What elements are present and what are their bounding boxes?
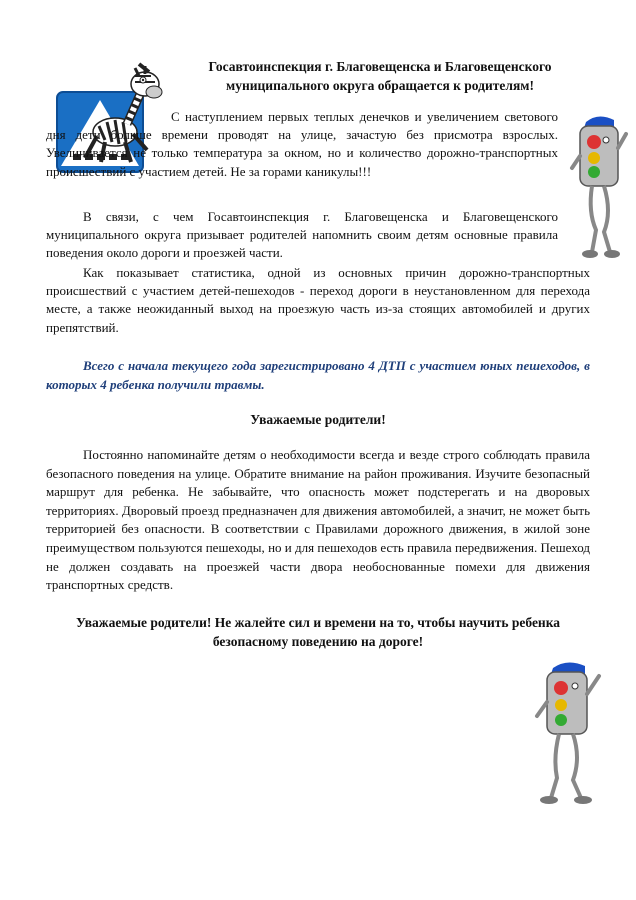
title-line-1: Госавтоинспекция г. Благовещенска и Благовещенского (208, 59, 552, 74)
paragraph-statistics: Как показывает статистика, одной из основных причин дорожно-транспортных происшествий с участием детей-пешеходов - переход дороги в неустановленном для перехода месте, а также неожиданный выход на проезжую часть из-за стоящих автомобилей и других препятствий. (46, 265, 590, 335)
document-title (170, 57, 590, 95)
paragraph-appeal: В связи, с чем Госавтоинспекция г. Благовещенска и Благовещенского муниципального округа призывает родителей напомнить своим детям основные правила поведения около дороги и проезжей части. (46, 209, 558, 261)
accident-statistics-highlight: Всего с начала текущего года зарегистрировано 4 ДТП с участием юных пешеходов, в которых 4 ребенка получили травмы. (46, 358, 590, 392)
section-heading: Уважаемые родители! (250, 412, 386, 427)
closing-line-1: Уважаемые родители! Не жалейте сил и времени на то, чтобы научить ребенка (75, 615, 561, 630)
title-line-2: муниципального округа обращается к родителям! (226, 78, 534, 93)
closing-line-2: безопасному поведению на дороге! (212, 634, 424, 649)
traffic-light-character-bottom-image (531, 658, 609, 806)
closing-appeal (46, 613, 590, 651)
paragraph-intro: С наступлением первых теплых денечков и увеличением светового дня дети больше времени проводят на улице, зачастую без присмотра взрослых. Увеличивается не только температура за окном, но и количество дорожно-транспортных происшествий с участием детей. Не за горами каникулы!!! (46, 109, 558, 179)
paragraph-advice: Постоянно напоминайте детям о необходимости всегда и везде строго соблюдать правила безопасного поведения на улице. Обратите внимание на район проживания. Изучите безопасный маршрут для ребенка. Не забывайте, что опасность может подстерегать и на дворовых территориях. Дворовый проезд предназначен для движения автомобилей, а значит, не может быть территорией без опасности. В соответствии с Правилами дорожного движения, в жилой зоне преимуществом пользуются пешеходы, но и для пешеходов есть правила передвижения. Пешеход не должен создавать на проезжей части двора необоснованные помехи для движения транспортных средств. (46, 447, 590, 593)
traffic-light-character-image (568, 112, 630, 262)
